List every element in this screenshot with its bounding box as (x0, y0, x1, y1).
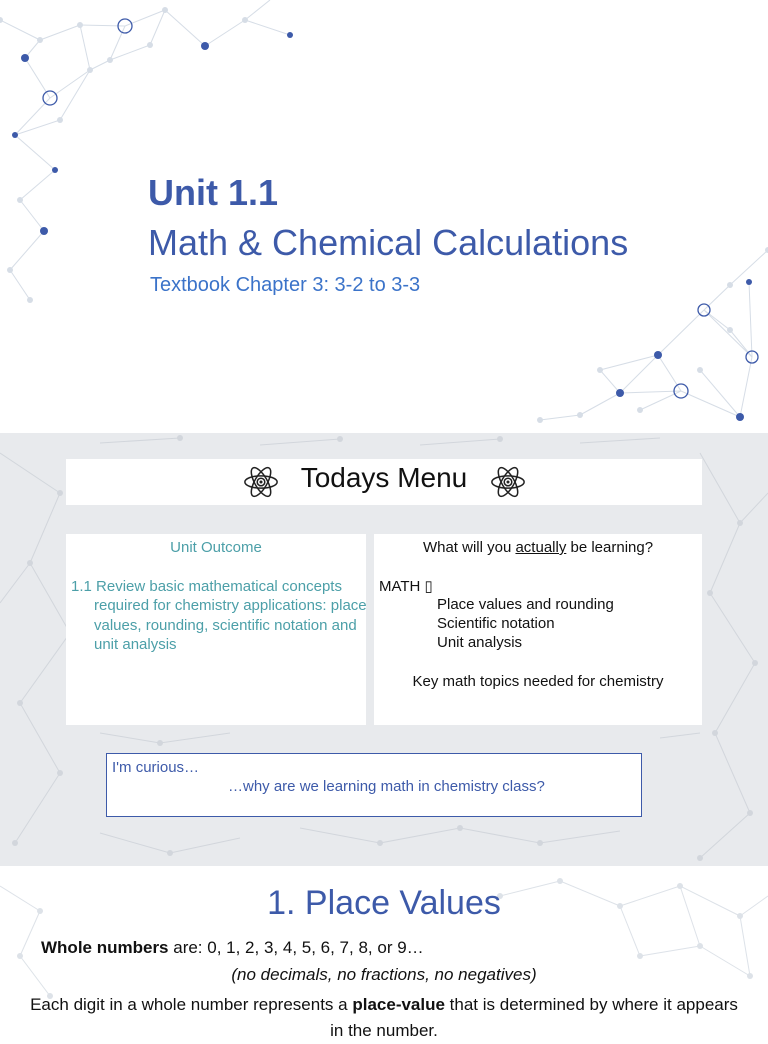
unit-label: Unit 1.1 (148, 172, 279, 213)
title-slide (0, 0, 768, 433)
unit-outcome-title: Unit Outcome (170, 539, 262, 556)
math-label: MATH ▯ (379, 578, 433, 595)
whole-numbers-note: (no decimals, no fractions, no negatives) (231, 965, 537, 984)
slide-title: Math & Chemical Calculations (148, 222, 629, 263)
slide-subtitle: Textbook Chapter 3: 3-2 to 3-3 (150, 274, 421, 296)
curious-line-1: I'm curious… (112, 759, 200, 776)
place-values-slide (0, 866, 768, 1040)
atom-icon (489, 463, 527, 501)
learning-question: What will you actually be learning? (422, 539, 654, 556)
menu-header (66, 459, 702, 505)
topic-item: Place values and rounding (437, 596, 614, 613)
menu-title: Todays Menu (300, 462, 468, 493)
place-value-explanation: Each digit in a whole number represents a place-value that is determined by where it appears in the number. (30, 995, 738, 1040)
topic-item: Unit analysis (437, 634, 523, 651)
key-topics-note: Key math topics needed for chemistry (412, 673, 664, 690)
topic-item: Scientific notation (437, 615, 555, 632)
unit-outcome-text: 1.1 Review basic mathematical concepts required for chemistry applications: place values, rounding, scientific notation and unit analysis (71, 578, 367, 654)
learning-topics-box (374, 534, 702, 725)
whole-numbers-line: Whole numbers are: 0, 1, 2, 3, 4, 5, 6, 7, 8, or 9… (41, 938, 424, 957)
menu-slide (0, 433, 768, 866)
curious-line-2: …why are we learning math in chemistry class? (228, 778, 545, 795)
unit-outcome-box (66, 534, 366, 725)
molecule-network-decoration (0, 0, 768, 433)
place-values-title: 1. Place Values (267, 884, 501, 922)
curious-callout (106, 753, 642, 817)
